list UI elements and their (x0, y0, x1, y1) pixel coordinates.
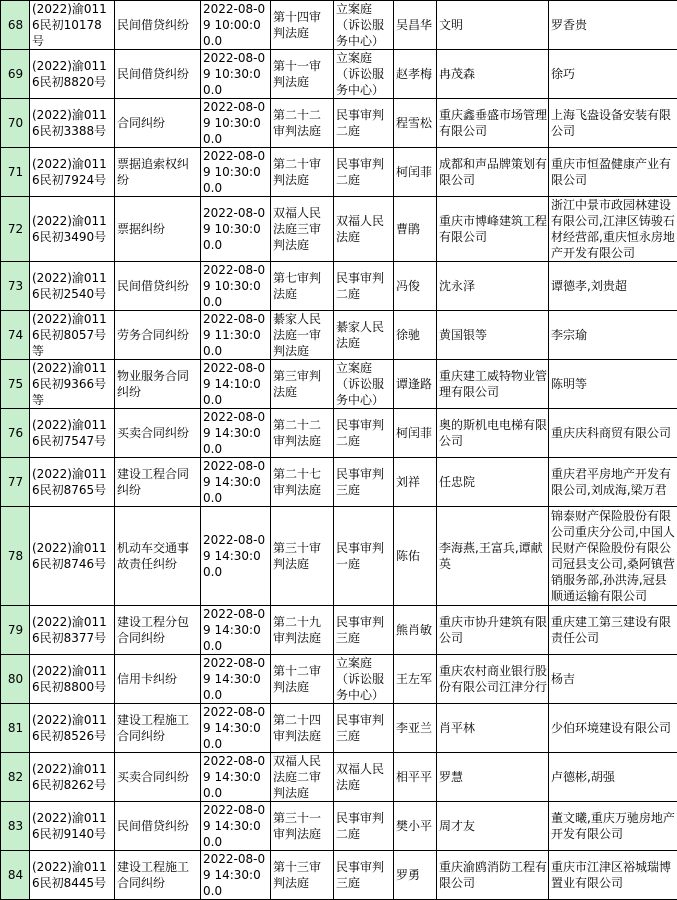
cause-cell: 机动车交通事故责任纠纷 (115, 507, 201, 606)
hearing-time-cell: 2022-08-09 14:30:00.0 (201, 458, 271, 507)
table-row (1, 1, 677, 50)
case-number-cell: (2022)渝0116民初8800号 (30, 655, 115, 704)
court-room-cell: 双福人民法庭二审判法庭 (271, 753, 334, 802)
tribunal-cell: 立案庭（诉讼服务中心） (334, 1, 394, 50)
defendant-cell: 浙江中景市政园林建设有限公司,江津区铸骏石材经营部,重庆恒永房地产开发有限公司 (549, 197, 677, 262)
judge-cell: 程雪松 (394, 99, 437, 148)
case-number-cell: (2022)渝0116民初8262号 (30, 753, 115, 802)
defendant-cell: 李宗瑜 (549, 311, 677, 360)
table-row (1, 360, 677, 409)
judge-cell: 相平平 (394, 753, 437, 802)
hearing-time-cell: 2022-08-09 10:30:00.0 (201, 99, 271, 148)
judge-cell: 柯闰菲 (394, 409, 437, 458)
seq-cell: 77 (1, 458, 30, 507)
cause-cell: 民间借贷纠纷 (115, 1, 201, 50)
hearing-time-cell: 2022-08-09 10:30:00.0 (201, 148, 271, 197)
court-room-cell: 双福人民法庭三审判法庭 (271, 197, 334, 262)
case-number-cell: (2022)渝0116民初8746号 (30, 507, 115, 606)
seq-cell: 74 (1, 311, 30, 360)
tribunal-cell: 民事审判二庭 (334, 802, 394, 851)
tribunal-cell: 立案庭（诉讼服务中心） (334, 360, 394, 409)
defendant-cell: 卢德彬,胡强 (549, 753, 677, 802)
table-body (1, 1, 677, 900)
table-row (1, 802, 677, 851)
judge-cell: 王左军 (394, 655, 437, 704)
court-room-cell: 第二十四审判法庭 (271, 704, 334, 753)
judge-cell: 刘祥 (394, 458, 437, 507)
defendant-cell: 重庆市江津区裕城瑞博置业有限公司 (549, 851, 677, 900)
plaintiff-cell: 重庆市协升建筑有限公司 (437, 606, 549, 655)
judge-cell: 樊小平 (394, 802, 437, 851)
judge-cell: 熊肖敏 (394, 606, 437, 655)
judge-cell: 谭逢路 (394, 360, 437, 409)
hearing-time-cell: 2022-08-09 14:30:00.0 (201, 409, 271, 458)
defendant-cell: 重庆君平房地产开发有限公司,刘成海,梁万君 (549, 458, 677, 507)
case-number-cell: (2022)渝0116民初7924号 (30, 148, 115, 197)
table-row (1, 655, 677, 704)
defendant-cell: 重庆市恒盈健康产业有限公司 (549, 148, 677, 197)
court-room-cell: 第十二审判法庭 (271, 655, 334, 704)
defendant-cell: 陈明等 (549, 360, 677, 409)
hearing-time-cell: 2022-08-09 10:30:00.0 (201, 262, 271, 311)
court-room-cell: 第二十审判法庭 (271, 148, 334, 197)
table-row (1, 409, 677, 458)
case-number-cell: (2022)渝0116民初3388号 (30, 99, 115, 148)
court-room-cell: 第二十二审判法庭 (271, 99, 334, 148)
seq-cell: 72 (1, 197, 30, 262)
court-room-cell: 第七审判法庭 (271, 262, 334, 311)
court-room-cell: 第三十审判法庭 (271, 507, 334, 606)
court-room-cell: 第三十一审判法庭 (271, 802, 334, 851)
seq-cell: 84 (1, 851, 30, 900)
plaintiff-cell: 沈永泽 (437, 262, 549, 311)
seq-cell: 70 (1, 99, 30, 148)
cause-cell: 劳务合同纠纷 (115, 311, 201, 360)
table-row (1, 606, 677, 655)
seq-cell: 75 (1, 360, 30, 409)
table-row (1, 99, 677, 148)
plaintiff-cell: 成都和声品牌策划有限公司 (437, 148, 549, 197)
plaintiff-cell: 黄国银等 (437, 311, 549, 360)
case-number-cell: (2022)渝0116民初8526号 (30, 704, 115, 753)
tribunal-cell: 民事审判二庭 (334, 262, 394, 311)
cause-cell: 建设工程施工合同纠纷 (115, 704, 201, 753)
tribunal-cell: 民事审判三庭 (334, 458, 394, 507)
defendant-cell: 罗香贵 (549, 1, 677, 50)
hearing-time-cell: 2022-08-09 14:30:00.0 (201, 606, 271, 655)
plaintiff-cell: 文明 (437, 1, 549, 50)
cause-cell: 信用卡纠纷 (115, 655, 201, 704)
plaintiff-cell: 周才友 (437, 802, 549, 851)
defendant-cell: 上海飞盎设备安装有限公司 (549, 99, 677, 148)
hearing-time-cell: 2022-08-09 14:10:00.0 (201, 360, 271, 409)
hearing-time-cell: 2022-08-09 10:30:00.0 (201, 50, 271, 99)
hearing-time-cell: 2022-08-09 10:00:00.0 (201, 1, 271, 50)
plaintiff-cell: 重庆鑫垂盛市场管理有限公司 (437, 99, 549, 148)
court-room-cell: 第二十七审判法庭 (271, 458, 334, 507)
table-row (1, 50, 677, 99)
case-number-cell: (2022)渝0116民初7547号 (30, 409, 115, 458)
seq-cell: 79 (1, 606, 30, 655)
cause-cell: 建设工程合同纠纷 (115, 458, 201, 507)
court-room-cell: 第二十二审判法庭 (271, 409, 334, 458)
defendant-cell: 董文曦,重庆万驰房地产开发有限公司 (549, 802, 677, 851)
case-number-cell: (2022)渝0116民初9366号等 (30, 360, 115, 409)
cause-cell: 建设工程分包合同纠纷 (115, 606, 201, 655)
judge-cell: 吴昌华 (394, 1, 437, 50)
case-number-cell: (2022)渝0116民初8057号等 (30, 311, 115, 360)
defendant-cell: 杨吉 (549, 655, 677, 704)
seq-cell: 76 (1, 409, 30, 458)
cause-cell: 票据纠纷 (115, 197, 201, 262)
seq-cell: 69 (1, 50, 30, 99)
plaintiff-cell: 任忠院 (437, 458, 549, 507)
judge-cell: 曹鹃 (394, 197, 437, 262)
cause-cell: 票据追索权纠纷 (115, 148, 201, 197)
judge-cell: 罗勇 (394, 851, 437, 900)
judge-cell: 徐驰 (394, 311, 437, 360)
table-row (1, 851, 677, 900)
hearing-time-cell: 2022-08-09 11:30:00.0 (201, 311, 271, 360)
table-row (1, 148, 677, 197)
case-number-cell: (2022)渝0116民初2540号 (30, 262, 115, 311)
defendant-cell: 重庆建工第三建设有限责任公司 (549, 606, 677, 655)
seq-cell: 83 (1, 802, 30, 851)
case-number-cell: (2022)渝0116民初10178号 (30, 1, 115, 50)
tribunal-cell: 民事审判二庭 (334, 99, 394, 148)
tribunal-cell: 民事审判二庭 (334, 409, 394, 458)
tribunal-cell: 立案庭（诉讼服务中心） (334, 50, 394, 99)
court-room-cell: 第十四审判法庭 (271, 1, 334, 50)
seq-cell: 78 (1, 507, 30, 606)
defendant-cell: 谭德孝,刘贵超 (549, 262, 677, 311)
judge-cell: 赵孝梅 (394, 50, 437, 99)
table-row (1, 507, 677, 606)
tribunal-cell: 立案庭（诉讼服务中心） (334, 655, 394, 704)
plaintiff-cell: 罗慧 (437, 753, 549, 802)
court-room-cell: 第十一审判法庭 (271, 50, 334, 99)
cause-cell: 建设工程施工合同纠纷 (115, 851, 201, 900)
hearing-time-cell: 2022-08-09 14:30:00.0 (201, 655, 271, 704)
table-row (1, 311, 677, 360)
hearing-time-cell: 2022-08-09 14:30:00.0 (201, 753, 271, 802)
case-number-cell: (2022)渝0116民初8820号 (30, 50, 115, 99)
tribunal-cell: 民事审判一庭 (334, 507, 394, 606)
judge-cell: 陈佑 (394, 507, 437, 606)
case-number-cell: (2022)渝0116民初3490号 (30, 197, 115, 262)
court-room-cell: 第二十九审判法庭 (271, 606, 334, 655)
defendant-cell: 少伯环境建设有限公司 (549, 704, 677, 753)
seq-cell: 81 (1, 704, 30, 753)
plaintiff-cell: 重庆市博峰建筑工程有限公司 (437, 197, 549, 262)
case-number-cell: (2022)渝0116民初8377号 (30, 606, 115, 655)
seq-cell: 82 (1, 753, 30, 802)
tribunal-cell: 綦家人民法庭 (334, 311, 394, 360)
plaintiff-cell: 肖平林 (437, 704, 549, 753)
defendant-cell: 徐巧 (549, 50, 677, 99)
table-row (1, 753, 677, 802)
seq-cell: 71 (1, 148, 30, 197)
plaintiff-cell: 奥的斯机电电梯有限公司 (437, 409, 549, 458)
table-row (1, 704, 677, 753)
defendant-cell: 重庆庆科商贸有限公司 (549, 409, 677, 458)
court-room-cell: 第三审判法庭 (271, 360, 334, 409)
plaintiff-cell: 重庆建工威特物业管理有限公司 (437, 360, 549, 409)
hearing-time-cell: 2022-08-09 14:30:00.0 (201, 851, 271, 900)
cause-cell: 买卖合同纠纷 (115, 409, 201, 458)
hearing-time-cell: 2022-08-09 14:30:00.0 (201, 507, 271, 606)
table-row (1, 197, 677, 262)
seq-cell: 80 (1, 655, 30, 704)
table-row (1, 262, 677, 311)
cause-cell: 物业服务合同纠纷 (115, 360, 201, 409)
tribunal-cell: 民事审判三庭 (334, 704, 394, 753)
cause-cell: 民间借贷纠纷 (115, 802, 201, 851)
table-row (1, 458, 677, 507)
tribunal-cell: 双福人民法庭 (334, 197, 394, 262)
defendant-cell: 锦泰财产保险股份有限公司重庆分公司,中国人民财产保险股份有限公司冠县支公司,桑阿镇营销服务部,孙洪涛,冠县顺通运输有限公司 (549, 507, 677, 606)
court-room-cell: 第十三审判法庭 (271, 851, 334, 900)
cause-cell: 民间借贷纠纷 (115, 262, 201, 311)
plaintiff-cell: 冉茂森 (437, 50, 549, 99)
plaintiff-cell: 李海燕,王富兵,谭献英 (437, 507, 549, 606)
judge-cell: 冯俊 (394, 262, 437, 311)
cause-cell: 民间借贷纠纷 (115, 50, 201, 99)
tribunal-cell: 民事审判三庭 (334, 851, 394, 900)
case-number-cell: (2022)渝0116民初8765号 (30, 458, 115, 507)
hearing-time-cell: 2022-08-09 10:30:00.0 (201, 197, 271, 262)
tribunal-cell: 双福人民法庭 (334, 753, 394, 802)
judge-cell: 李亚兰 (394, 704, 437, 753)
case-number-cell: (2022)渝0116民初9140号 (30, 802, 115, 851)
seq-cell: 68 (1, 1, 30, 50)
tribunal-cell: 民事审判三庭 (334, 606, 394, 655)
hearing-time-cell: 2022-08-09 14:30:00.0 (201, 802, 271, 851)
case-number-cell: (2022)渝0116民初8445号 (30, 851, 115, 900)
cause-cell: 买卖合同纠纷 (115, 753, 201, 802)
plaintiff-cell: 重庆农村商业银行股份有限公司江津分行 (437, 655, 549, 704)
tribunal-cell: 民事审判二庭 (334, 148, 394, 197)
court-room-cell: 綦家人民法庭一审判法庭 (271, 311, 334, 360)
judge-cell: 柯闰菲 (394, 148, 437, 197)
seq-cell: 73 (1, 262, 30, 311)
cause-cell: 合同纠纷 (115, 99, 201, 148)
plaintiff-cell: 重庆渝鸥消防工程有限公司 (437, 851, 549, 900)
hearing-time-cell: 2022-08-09 14:30:00.0 (201, 704, 271, 753)
